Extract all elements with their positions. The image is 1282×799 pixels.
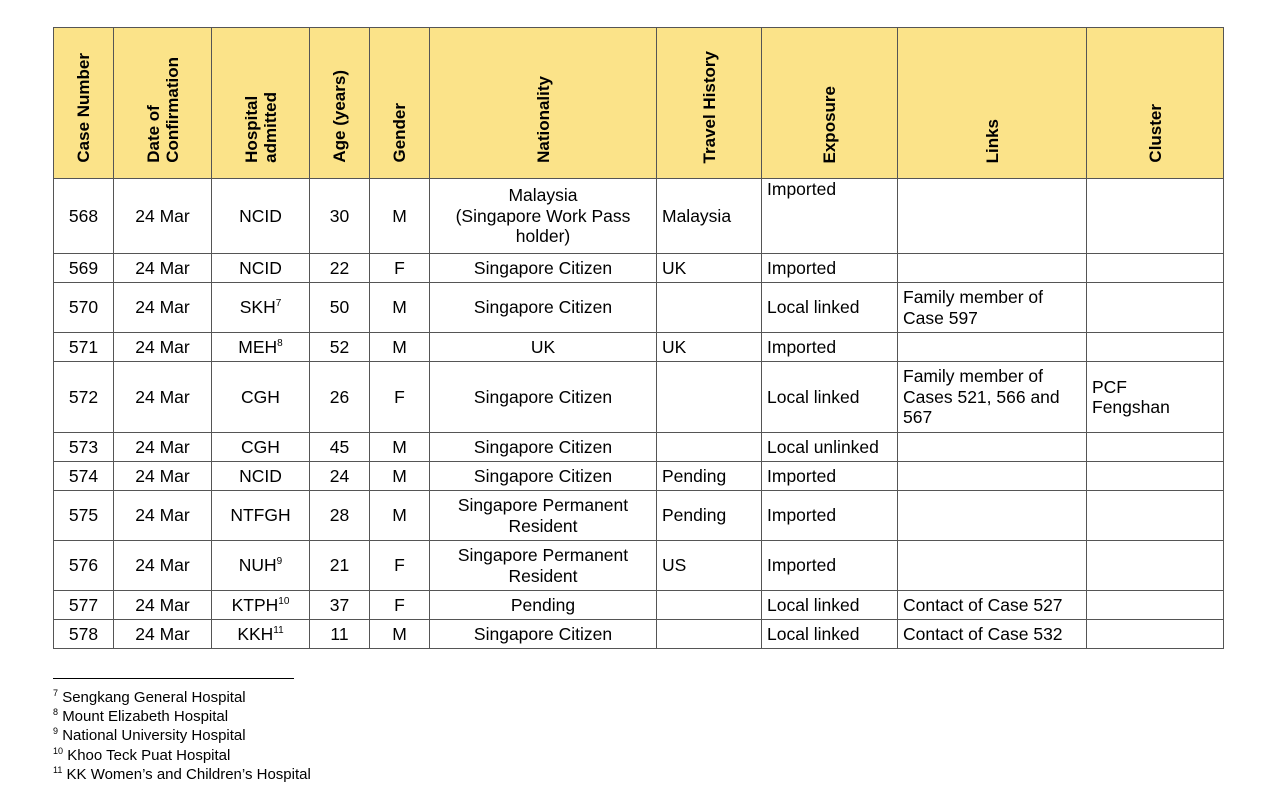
links-cell (898, 433, 1087, 462)
travel-history-cell: UK (657, 254, 762, 283)
column-header: Age (years) (310, 28, 370, 179)
table-row (54, 462, 1224, 491)
footnote-text: KK Women’s and Children’s Hospital (66, 765, 311, 783)
column-header: Cluster (1087, 28, 1224, 179)
footnote-number: 11 (53, 764, 63, 775)
cluster-cell (1087, 254, 1224, 283)
gender-cell: M (370, 433, 430, 462)
travel-history-cell (657, 620, 762, 649)
footnotes (53, 688, 311, 784)
cluster-cell: PCF Fengshan (1087, 362, 1224, 433)
column-header: Exposure (762, 28, 898, 179)
age-cell: 52 (310, 333, 370, 362)
table-body (54, 179, 1224, 649)
exposure-cell: Local linked (762, 362, 898, 433)
links-cell (898, 491, 1087, 541)
gender-cell: M (370, 491, 430, 541)
column-header: Nationality (430, 28, 657, 179)
gender-cell: F (370, 541, 430, 591)
column-header: Date of Confirmation (114, 28, 212, 179)
age-cell: 30 (310, 179, 370, 254)
hospital-name: KTPH (231, 594, 279, 615)
hospital-cell (212, 283, 310, 333)
date-cell: 24 Mar (114, 491, 212, 541)
nationality-cell: Singapore Citizen (430, 462, 657, 491)
links-cell (898, 462, 1087, 491)
nationality-cell: Malaysia (Singapore Work Pass holder) (430, 179, 657, 254)
footnote-text: Sengkang General Hospital (62, 689, 246, 706)
hospital-name: CGH (241, 386, 280, 407)
footnote-divider (53, 678, 294, 679)
travel-history-cell (657, 283, 762, 333)
gender-cell: F (370, 362, 430, 433)
nationality-cell: Singapore Citizen (430, 254, 657, 283)
cases-table (53, 27, 1224, 649)
age-cell: 28 (310, 491, 370, 541)
travel-history-cell (657, 362, 762, 433)
footnote-number: 7 (53, 688, 59, 698)
cluster-cell (1087, 491, 1224, 541)
age-cell: 21 (310, 541, 370, 591)
hospital-name: SKH (239, 297, 276, 318)
exposure-cell: Imported (762, 179, 898, 254)
age-cell: 45 (310, 433, 370, 462)
table-row (54, 620, 1224, 649)
hospital-name: NTFGH (230, 505, 291, 526)
age-cell: 24 (310, 462, 370, 491)
case-number-cell: 572 (54, 362, 114, 433)
links-cell: Family member of Cases 521, 566 and 567 (898, 362, 1087, 433)
table-row (54, 179, 1224, 254)
table-header-row (54, 28, 1224, 179)
links-cell: Contact of Case 532 (898, 620, 1087, 649)
hospital-name: KKH (237, 623, 274, 644)
gender-cell: M (370, 462, 430, 491)
nationality-cell: Singapore Permanent Resident (430, 541, 657, 591)
hospital-cell (212, 362, 310, 433)
nationality-cell: Singapore Citizen (430, 283, 657, 333)
date-cell: 24 Mar (114, 254, 212, 283)
links-cell (898, 254, 1087, 283)
hospital-name: MEH (238, 336, 278, 357)
links-cell: Family member of Case 597 (898, 283, 1087, 333)
age-cell: 26 (310, 362, 370, 433)
links-cell (898, 179, 1087, 254)
table-row (54, 283, 1224, 333)
exposure-cell: Local linked (762, 620, 898, 649)
footnote-item (53, 688, 311, 707)
table-row (54, 433, 1224, 462)
date-cell: 24 Mar (114, 462, 212, 491)
column-header: Gender (370, 28, 430, 179)
column-header: Case Number (54, 28, 114, 179)
exposure-cell: Imported (762, 541, 898, 591)
footnote-ref: 9 (276, 556, 283, 568)
cluster-cell (1087, 333, 1224, 362)
hospital-name: NCID (239, 465, 282, 486)
hospital-cell (212, 179, 310, 254)
footnote-text: Mount Elizabeth Hospital (62, 708, 229, 726)
age-cell: 37 (310, 591, 370, 620)
case-number-cell: 578 (54, 620, 114, 649)
footnote-text: National University Hospital (62, 727, 246, 745)
column-header: Travel History (657, 28, 762, 179)
case-number-cell: 575 (54, 491, 114, 541)
nationality-cell: Pending (430, 591, 657, 620)
footnote-number: 9 (53, 726, 59, 737)
gender-cell: M (370, 620, 430, 649)
cluster-cell (1087, 179, 1224, 254)
table-row (54, 254, 1224, 283)
case-number-cell: 568 (54, 179, 114, 254)
footnote-item (53, 746, 311, 765)
hospital-name: CGH (241, 436, 280, 457)
gender-cell: M (370, 333, 430, 362)
date-cell: 24 Mar (114, 591, 212, 620)
footnote-number: 8 (53, 707, 59, 718)
table-row (54, 362, 1224, 433)
date-cell: 24 Mar (114, 362, 212, 433)
gender-cell: M (370, 283, 430, 333)
exposure-cell: Imported (762, 254, 898, 283)
date-cell: 24 Mar (114, 179, 212, 254)
footnote-item (53, 707, 311, 726)
footnote-text: Khoo Teck Puat Hospital (67, 746, 231, 764)
table-row (54, 591, 1224, 620)
cluster-cell (1087, 591, 1224, 620)
case-number-cell: 571 (54, 333, 114, 362)
hospital-name: NUH (238, 555, 277, 576)
hospital-name: NCID (239, 205, 282, 226)
hospital-cell (212, 591, 310, 620)
date-cell: 24 Mar (114, 541, 212, 591)
travel-history-cell: US (657, 541, 762, 591)
hospital-cell (212, 433, 310, 462)
nationality-cell: Singapore Citizen (430, 433, 657, 462)
case-number-cell: 574 (54, 462, 114, 491)
date-cell: 24 Mar (114, 620, 212, 649)
gender-cell: M (370, 179, 430, 254)
links-cell (898, 333, 1087, 362)
travel-history-cell (657, 433, 762, 462)
travel-history-cell: UK (657, 333, 762, 362)
exposure-cell: Imported (762, 491, 898, 541)
exposure-cell: Local linked (762, 591, 898, 620)
travel-history-cell: Malaysia (657, 179, 762, 254)
table-row (54, 541, 1224, 591)
hospital-cell (212, 254, 310, 283)
exposure-cell: Imported (762, 333, 898, 362)
footnote-ref: 8 (277, 337, 283, 349)
hospital-cell (212, 620, 310, 649)
cluster-cell (1087, 283, 1224, 333)
cluster-cell (1087, 541, 1224, 591)
nationality-cell: Singapore Citizen (430, 362, 657, 433)
nationality-cell: Singapore Permanent Resident (430, 491, 657, 541)
nationality-cell: Singapore Citizen (430, 620, 657, 649)
age-cell: 22 (310, 254, 370, 283)
hospital-cell (212, 462, 310, 491)
exposure-cell: Imported (762, 462, 898, 491)
exposure-cell: Local linked (762, 283, 898, 333)
column-header: Links (898, 28, 1087, 179)
footnote-ref: 10 (278, 595, 290, 607)
travel-history-cell: Pending (657, 491, 762, 541)
exposure-cell: Local unlinked (762, 433, 898, 462)
links-cell (898, 541, 1087, 591)
footnote-ref: 7 (275, 298, 282, 310)
table-row (54, 491, 1224, 541)
travel-history-cell (657, 591, 762, 620)
footnote-item (53, 765, 311, 784)
case-number-cell: 570 (54, 283, 114, 333)
age-cell: 11 (310, 620, 370, 649)
cluster-cell (1087, 620, 1224, 649)
footnote-number: 10 (53, 745, 64, 756)
hospital-cell (212, 491, 310, 541)
case-number-cell: 576 (54, 541, 114, 591)
table-row (54, 333, 1224, 362)
hospital-cell (212, 541, 310, 591)
date-cell: 24 Mar (114, 283, 212, 333)
cluster-cell (1087, 462, 1224, 491)
hospital-name: NCID (239, 257, 282, 278)
gender-cell: F (370, 591, 430, 620)
links-cell: Contact of Case 527 (898, 591, 1087, 620)
footnote-ref: 11 (273, 624, 284, 636)
case-number-cell: 573 (54, 433, 114, 462)
date-cell: 24 Mar (114, 433, 212, 462)
column-header: Hospital admitted (212, 28, 310, 179)
case-number-cell: 577 (54, 591, 114, 620)
date-cell: 24 Mar (114, 333, 212, 362)
gender-cell: F (370, 254, 430, 283)
age-cell: 50 (310, 283, 370, 333)
hospital-cell (212, 333, 310, 362)
travel-history-cell: Pending (657, 462, 762, 491)
cluster-cell (1087, 433, 1224, 462)
case-number-cell: 569 (54, 254, 114, 283)
footnote-item (53, 726, 311, 745)
nationality-cell: UK (430, 333, 657, 362)
